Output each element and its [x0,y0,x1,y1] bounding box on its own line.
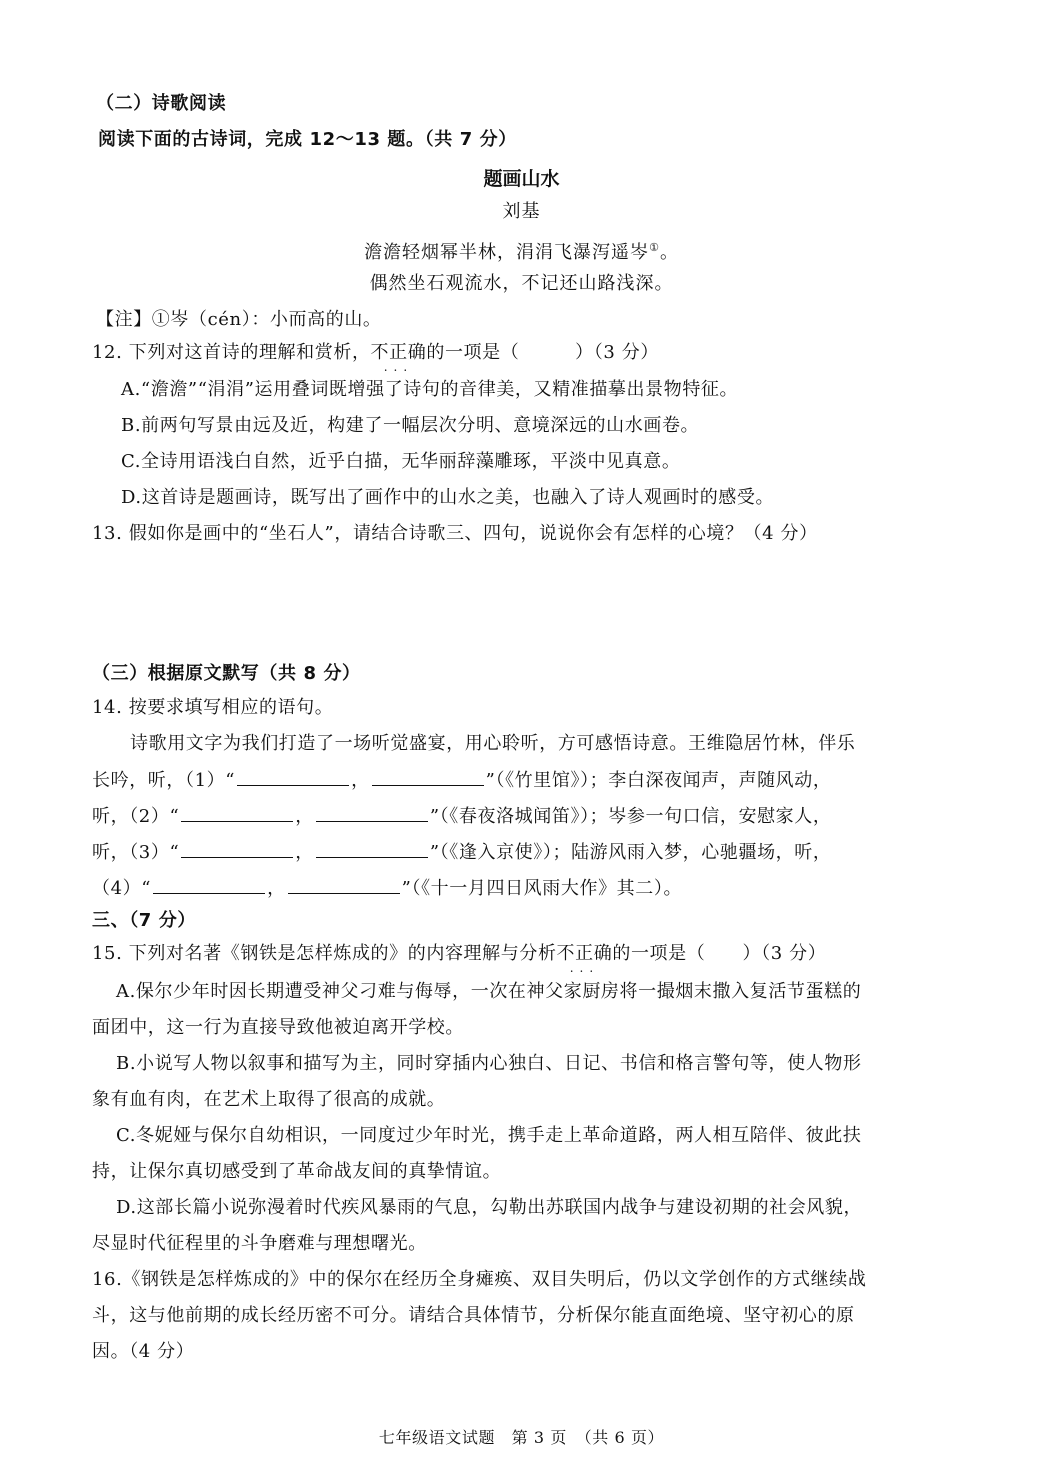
q14-line-2 [92,767,831,793]
poem-author: 刘基 [502,201,541,222]
q14-l5-sep: ， [267,878,286,899]
q14-l4-sep: ， [295,842,314,863]
q14-l5-text-b: ”（《十一月四日风雨大作》其二）。 [401,878,683,899]
blank-2a[interactable] [181,803,293,822]
question-12-stem [92,341,659,374]
question-14-stem: 14. 按要求填写相应的语句。 [92,697,334,718]
q14-l5-text-a: （4）“ [92,878,152,899]
q14-l2-text-a: 长吟，听，（1）“ [92,770,236,791]
q15-option-b-line-2: 象有血有肉，在艺术上取得了很高的成就。 [92,1089,446,1110]
section-heading-dictation: （三）根据原文默写（共 8 分） [92,663,361,684]
poem-line-1-end: 。 [659,242,679,263]
part-3-heading: 三、（7 分） [92,910,196,931]
section-heading-poetry: （二）诗歌阅读 [96,93,227,114]
blank-3a[interactable] [181,839,293,858]
question-16-line-1: 16.《钢铁是怎样炼成的》中的保尔在经历全身瘫痪、双目失明后，仍以文学创作的方式继续战 [92,1269,867,1290]
emphasis-dots: ... [383,360,414,374]
q12-option-b: B.前两句写景由远及近，构建了一幅层次分明、意境深远的山水画卷。 [121,415,700,436]
q12-suffix: 的一项是（ ）（3 分） [426,342,659,363]
question-16-line-2: 斗，这与他前期的成长经历密不可分。请结合具体情节，分析保尔能直面绝境、坚守初心的原 [92,1305,855,1326]
q15-option-a-line-2: 面团中，这一行为直接导致他被迫离开学校。 [92,1017,464,1038]
q14-line-5 [92,875,682,901]
blank-4b[interactable] [288,875,400,894]
q12-option-d: D.这首诗是题画诗，既写出了画作中的山水之美，也融入了诗人观画时的感受。 [121,487,775,508]
q12-emphasis [370,341,427,374]
q14-line-4 [92,839,831,865]
question-13: 13. 假如你是画中的“坐石人”，请结合诗歌三、四句，说说你会有怎样的心境？（4 分） [92,523,818,544]
q14-line-3 [92,803,831,829]
poetry-instruction: 阅读下面的古诗词，完成 12～13 题。（共 7 分） [98,129,517,150]
q15-emphasis [556,942,613,975]
q15-suffix: 的一项是（ ）（3 分） [612,943,827,964]
page-footer: 七年级语文试题 第 3 页 （共 6 页） [378,1428,665,1447]
q14-l2-sep: ， [351,770,370,791]
q15-option-d-line-1: D.这部长篇小说弥漫着时代疾风暴雨的气息，勾勒出苏联国内战争与建设初期的社会风貌， [116,1197,863,1218]
poem-line-1 [0,236,1043,265]
q15-option-d-line-2: 尽显时代征程里的斗争磨难与理想曙光。 [92,1233,427,1254]
q15-option-a-line-1: A.保尔少年时因长期遭受神父刁难与侮辱，一次在神父家厨房将一撮烟末撒入复活节蛋糕的 [116,981,862,1002]
poem-line-2: 偶然坐石观流水，不记还山路浅深。 [369,273,674,294]
q15-option-c-line-2: 持，让保尔真切感受到了革命战友间的真挚情谊。 [92,1161,502,1182]
q12-option-c: C.全诗用语浅白自然，近乎白描，无华丽辞藻雕琢，平淡中见真意。 [121,451,681,472]
q15-option-b-line-1: B.小说写人物以叙事和描写为主，同时穿插内心独白、日记、书信和格言警句等，使人物形 [116,1053,862,1074]
footnote-marker: ① [649,241,660,254]
poem-title: 题画山水 [483,168,560,190]
q14-line-1: 诗歌用文字为我们打造了一场听觉盛宴，用心聆听，方可感悟诗意。王维隐居竹林，伴乐 [130,733,856,754]
q14-l3-text-a: 听，（2）“ [92,806,180,827]
q14-l3-text-b: ”（《春夜洛城闻笛》）；岑参一句口信，安慰家人， [429,806,832,827]
q12-emphasis-text: 不正确 [370,342,427,363]
q15-option-c-line-1: C.冬妮娅与保尔自幼相识，一同度过少年时光，携手走上革命道路，两人相互陪伴、彼此扶 [116,1125,862,1146]
blank-2b[interactable] [316,803,428,822]
blank-1b[interactable] [372,767,484,786]
blank-4a[interactable] [153,875,265,894]
poem-line-1-text: 澹澹轻烟幂半林，涓涓飞瀑泻遥岑 [364,242,650,263]
q15-prefix: 15. 下列对名著《钢铁是怎样炼成的》的内容理解与分析 [92,943,557,964]
q14-l4-text-a: 听，（3）“ [92,842,180,863]
blank-3b[interactable] [316,839,428,858]
emphasis-dots: ... [569,961,600,975]
poem-note: 【注】①岑（cén）：小而高的山。 [96,309,382,330]
q14-l2-text-b: ”（《竹里馆》）；李白深夜闻声，声随风动， [485,770,832,791]
q15-emphasis-text: 不正确 [556,943,613,964]
q14-l3-sep: ， [295,806,314,827]
blank-1a[interactable] [237,767,349,786]
q12-option-a: A.“澹澹”“涓涓”运用叠词既增强了诗句的音律美，又精准描摹出景物特征。 [121,379,739,400]
q12-prefix: 12. 下列对这首诗的理解和赏析， [92,342,371,363]
question-16-line-3: 因。（4 分） [92,1341,195,1362]
question-15-stem [92,942,827,975]
q14-l4-text-b: ”（《逢入京使》）；陆游风雨入梦，心驰疆场，听， [429,842,832,863]
